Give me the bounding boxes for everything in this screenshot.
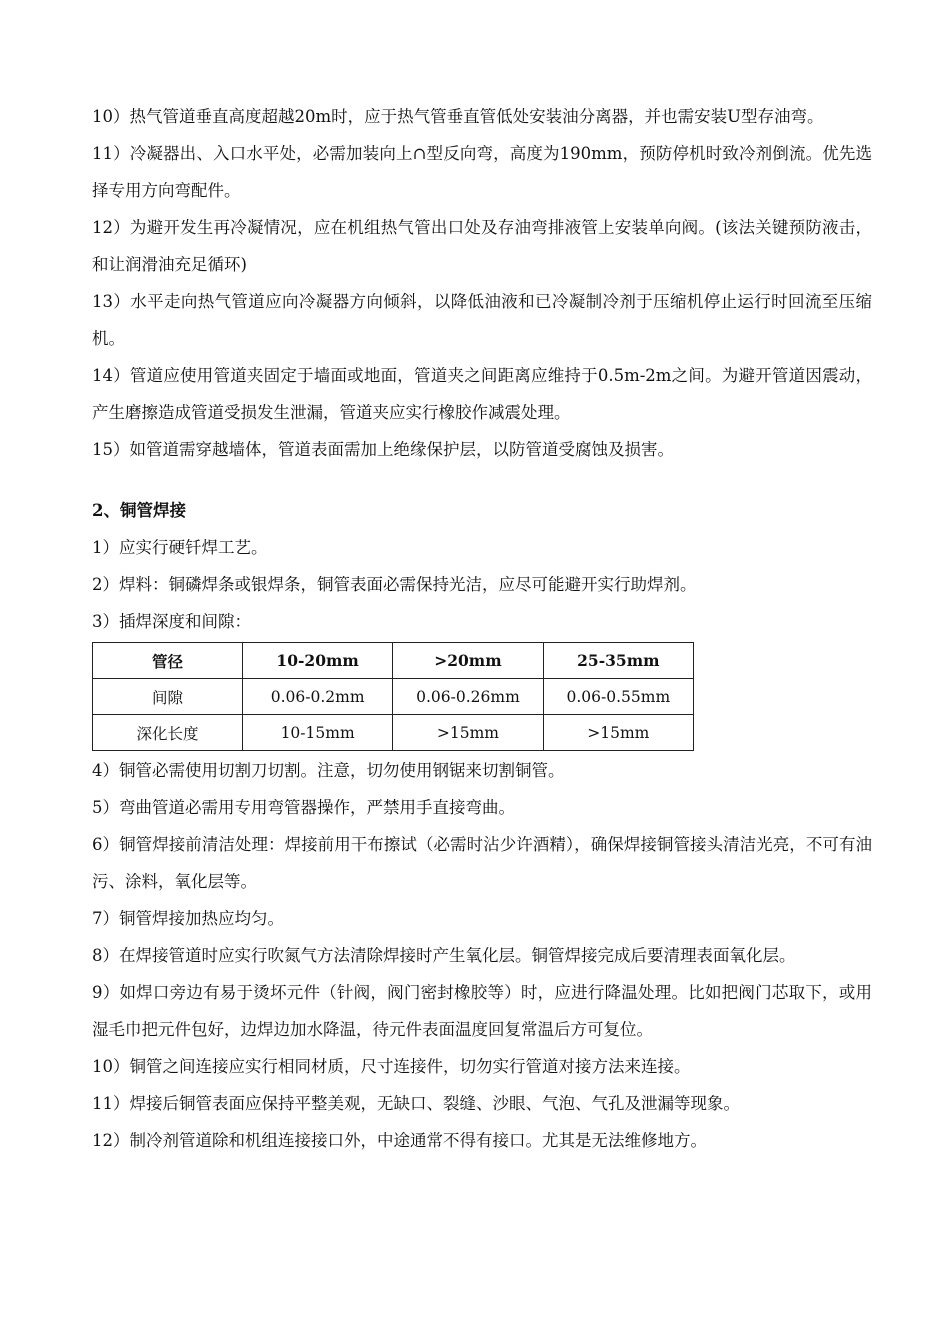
table-cell: 0.06-0.55mm bbox=[543, 679, 693, 715]
welding-spec-table bbox=[92, 642, 694, 751]
list-item: 10）铜管之间连接应实行相同材质，尺寸连接件，切勿实行管道对接方法来连接。 bbox=[92, 1057, 691, 1076]
section-spacer bbox=[92, 468, 872, 492]
list-item: 4）铜管必需使用切割刀切割。注意，切勿使用钢锯来切割铜管。 bbox=[92, 761, 565, 780]
list-item: 1）应实行硬钎焊工艺。 bbox=[92, 538, 268, 557]
table-cell: >15mm bbox=[543, 715, 693, 751]
table-cell: 0.06-0.26mm bbox=[393, 679, 543, 715]
list-item: 11）冷凝器出、入口水平处，必需加装向上∩型反向弯，高度为190mm，预防停机时致冷剂倒流。优先选择专用方向弯配件。 bbox=[92, 144, 872, 200]
list-item: 15）如管道需穿越墙体，管道表面需加上绝缘保护层，以防管道受腐蚀及损害。 bbox=[92, 440, 674, 459]
list-item: 10）热气管道垂直高度超越20m时，应于热气管垂直管低处安装油分离器，并也需安装U型存油弯。 bbox=[92, 107, 824, 126]
list-item: 5）弯曲管道必需用专用弯管器操作，严禁用手直接弯曲。 bbox=[92, 798, 515, 817]
list-item: 7）铜管焊接加热应均匀。 bbox=[92, 909, 284, 928]
table-row bbox=[93, 679, 694, 715]
table-header-cell: >20mm bbox=[393, 643, 543, 679]
list-item: 12）为避开发生再冷凝情况，应在机组热气管出口处及存油弯排液管上安装单向阀。(该法关键预防液击，和让润滑油充足循环) bbox=[92, 218, 872, 274]
table-header-cell: 10-20mm bbox=[242, 643, 392, 679]
list-item: 14）管道应使用管道夹固定于墙面或地面，管道夹之间距离应维持于0.5m-2m之间。为避开管道因震动，产生磨擦造成管道受损发生泄漏，管道夹应实行橡胶作减震处理。 bbox=[92, 366, 872, 422]
table-cell: 间隙 bbox=[93, 679, 243, 715]
section-heading: 2、铜管焊接 bbox=[92, 501, 186, 520]
table-cell: >15mm bbox=[393, 715, 543, 751]
table-cell: 10-15mm bbox=[242, 715, 392, 751]
table-cell: 0.06-0.2mm bbox=[242, 679, 392, 715]
list-item: 2）焊料：铜磷焊条或银焊条，铜管表面必需保持光洁，应尽可能避开实行助焊剂。 bbox=[92, 575, 697, 594]
list-item: 6）铜管焊接前清洁处理：焊接前用干布擦试（必需时沾少许酒精），确保焊接铜管接头清洁光亮，不可有油污、涂料，氧化层等。 bbox=[92, 835, 872, 891]
list-item: 3）插焊深度和间隙： bbox=[92, 612, 251, 631]
table-cell: 深化长度 bbox=[93, 715, 243, 751]
table-header-row bbox=[93, 643, 694, 679]
table-header-cell: 25-35mm bbox=[543, 643, 693, 679]
table-row bbox=[93, 715, 694, 751]
table-header-cell: 管径 bbox=[93, 643, 243, 679]
list-item: 12）制冷剂管道除和机组连接接口外，中途通常不得有接口。尤其是无法维修地方。 bbox=[92, 1131, 707, 1150]
list-item: 9）如焊口旁边有易于烫坏元件（针阀，阀门密封橡胶等）时，应进行降温处理。比如把阀门芯取下，或用湿毛巾把元件包好，边焊边加水降温，待元件表面温度回复常温后方可复位。 bbox=[92, 983, 872, 1039]
list-item: 8）在焊接管道时应实行吹氮气方法清除焊接时产生氧化层。铜管焊接完成后要清理表面氧化层。 bbox=[92, 946, 796, 965]
list-item: 11）焊接后铜管表面应保持平整美观，无缺口、裂缝、沙眼、气泡、气孔及泄漏等现象。 bbox=[92, 1094, 740, 1113]
list-item: 13）水平走向热气管道应向冷凝器方向倾斜，以降低油液和已冷凝制冷剂于压缩机停止运行时回流至压缩机。 bbox=[92, 292, 872, 348]
document-body bbox=[92, 98, 872, 1159]
